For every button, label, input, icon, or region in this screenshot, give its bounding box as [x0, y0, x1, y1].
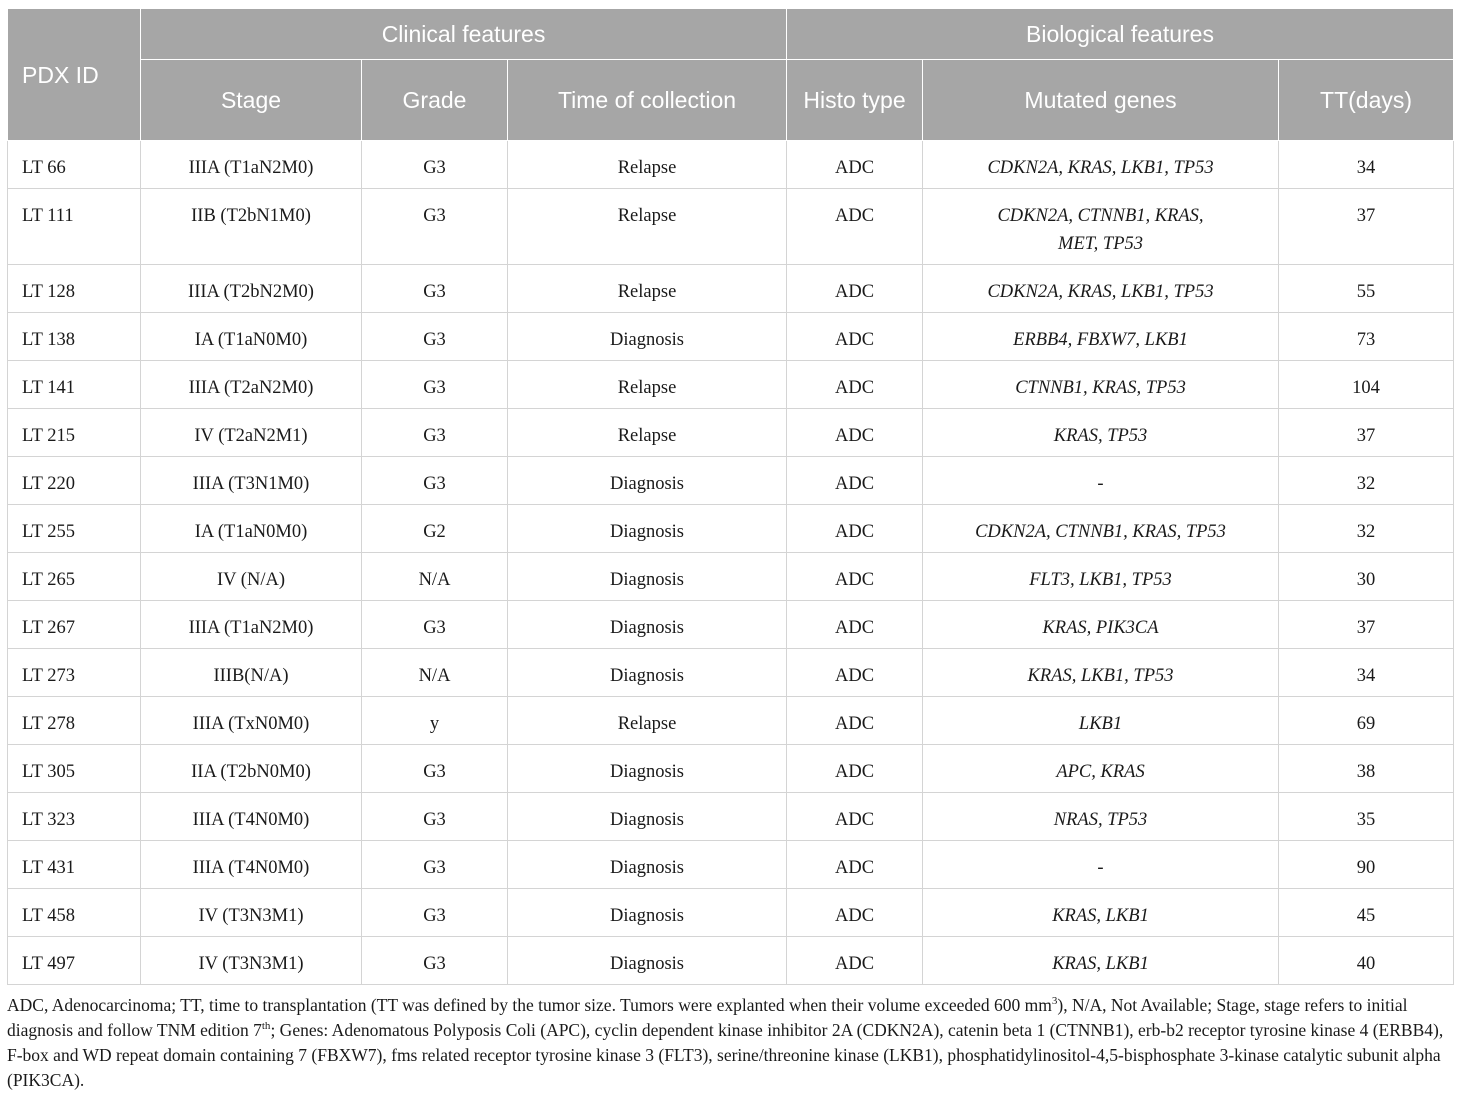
cell-pdx-id: LT 215 — [8, 409, 141, 457]
cell-tt: 34 — [1279, 141, 1454, 189]
footnote-text: ), N/A, Not Available; Stage, stage refers to initial diagnosis and follow TNM edition 7 — [7, 995, 1408, 1040]
cell-stage: IIIA (T1aN2M0) — [141, 601, 362, 649]
table-row — [8, 601, 1454, 649]
header-tt-days: TT(days) — [1279, 60, 1454, 141]
cell-pdx-id: LT 305 — [8, 745, 141, 793]
cell-time: Diagnosis — [508, 553, 787, 601]
cell-tt: 32 — [1279, 505, 1454, 553]
cell-histo: ADC — [787, 313, 923, 361]
cell-genes: KRAS, LKB1, TP53 — [923, 649, 1279, 697]
cell-tt: 37 — [1279, 601, 1454, 649]
cell-genes: KRAS, TP53 — [923, 409, 1279, 457]
table-row — [8, 409, 1454, 457]
cell-tt: 34 — [1279, 649, 1454, 697]
cell-pdx-id: LT 278 — [8, 697, 141, 745]
cell-pdx-id: LT 273 — [8, 649, 141, 697]
cell-pdx-id: LT 323 — [8, 793, 141, 841]
cell-stage: IV (T3N3M1) — [141, 889, 362, 937]
cell-genes: CDKN2A, CTNNB1, KRAS, TP53 — [923, 505, 1279, 553]
cell-histo: ADC — [787, 937, 923, 985]
cell-genes: APC, KRAS — [923, 745, 1279, 793]
cell-grade: G3 — [362, 601, 508, 649]
footnote-superscript: 3 — [1051, 995, 1058, 1008]
table-row — [8, 265, 1454, 313]
cell-time: Relapse — [508, 409, 787, 457]
header-clinical-features: Clinical features — [141, 9, 787, 60]
cell-grade: N/A — [362, 649, 508, 697]
cell-genes: ERBB4, FBXW7, LKB1 — [923, 313, 1279, 361]
table-row — [8, 505, 1454, 553]
cell-tt: 45 — [1279, 889, 1454, 937]
cell-genes: NRAS, TP53 — [923, 793, 1279, 841]
cell-stage: IV (T2aN2M1) — [141, 409, 362, 457]
cell-grade: G3 — [362, 313, 508, 361]
cell-genes: CTNNB1, KRAS, TP53 — [923, 361, 1279, 409]
cell-time: Diagnosis — [508, 841, 787, 889]
cell-pdx-id: LT 128 — [8, 265, 141, 313]
cell-stage: IA (T1aN0M0) — [141, 313, 362, 361]
table-row — [8, 141, 1454, 189]
cell-histo: ADC — [787, 141, 923, 189]
cell-pdx-id: LT 497 — [8, 937, 141, 985]
cell-stage: IIIA (T2aN2M0) — [141, 361, 362, 409]
cell-time: Relapse — [508, 361, 787, 409]
table-row — [8, 361, 1454, 409]
footnote-superscript: th — [261, 1020, 271, 1033]
cell-genes: KRAS, PIK3CA — [923, 601, 1279, 649]
cell-grade: N/A — [362, 553, 508, 601]
table-row — [8, 189, 1454, 265]
cell-pdx-id: LT 111 — [8, 189, 141, 265]
cell-time: Relapse — [508, 141, 787, 189]
cell-tt: 37 — [1279, 409, 1454, 457]
cell-tt: 38 — [1279, 745, 1454, 793]
cell-pdx-id: LT 255 — [8, 505, 141, 553]
table-row — [8, 937, 1454, 985]
cell-genes: - — [923, 457, 1279, 505]
table-row — [8, 313, 1454, 361]
cell-time: Diagnosis — [508, 601, 787, 649]
cell-stage: IIIA (T4N0M0) — [141, 793, 362, 841]
cell-tt: 32 — [1279, 457, 1454, 505]
cell-histo: ADC — [787, 457, 923, 505]
cell-stage: IV (N/A) — [141, 553, 362, 601]
table-body — [8, 141, 1454, 985]
table-row — [8, 793, 1454, 841]
cell-time: Diagnosis — [508, 505, 787, 553]
cell-grade: G3 — [362, 793, 508, 841]
cell-tt: 69 — [1279, 697, 1454, 745]
header-mutated-genes: Mutated genes — [923, 60, 1279, 141]
cell-tt: 37 — [1279, 189, 1454, 265]
cell-histo: ADC — [787, 265, 923, 313]
cell-tt: 40 — [1279, 937, 1454, 985]
cell-histo: ADC — [787, 793, 923, 841]
cell-genes: FLT3, LKB1, TP53 — [923, 553, 1279, 601]
cell-stage: IA (T1aN0M0) — [141, 505, 362, 553]
table-footnote — [7, 993, 1453, 1093]
cell-time: Diagnosis — [508, 313, 787, 361]
cell-pdx-id: LT 458 — [8, 889, 141, 937]
table-row — [8, 889, 1454, 937]
cell-grade: G3 — [362, 265, 508, 313]
table-row — [8, 649, 1454, 697]
cell-histo: ADC — [787, 409, 923, 457]
footnote-text: ADC, Adenocarcinoma; TT, time to transplantation (TT was defined by the tumor size. Tumors were explanted when their volume exceeded 600 mm — [7, 995, 1052, 1015]
cell-grade: G3 — [362, 141, 508, 189]
cell-stage: IIIA (T4N0M0) — [141, 841, 362, 889]
cell-tt: 104 — [1279, 361, 1454, 409]
header-time-of-collection: Time of collection — [508, 60, 787, 141]
cell-grade: G2 — [362, 505, 508, 553]
cell-time: Diagnosis — [508, 937, 787, 985]
cell-histo: ADC — [787, 601, 923, 649]
cell-tt: 35 — [1279, 793, 1454, 841]
cell-time: Diagnosis — [508, 793, 787, 841]
header-pdx-id: PDX ID — [8, 9, 141, 141]
header-grade: Grade — [362, 60, 508, 141]
cell-time: Diagnosis — [508, 889, 787, 937]
cell-stage: IIIB(N/A) — [141, 649, 362, 697]
pdx-table — [7, 8, 1454, 985]
cell-histo: ADC — [787, 745, 923, 793]
cell-pdx-id: LT 66 — [8, 141, 141, 189]
cell-grade: G3 — [362, 841, 508, 889]
cell-time: Relapse — [508, 189, 787, 265]
cell-grade: G3 — [362, 889, 508, 937]
cell-pdx-id: LT 267 — [8, 601, 141, 649]
cell-grade: G3 — [362, 457, 508, 505]
cell-grade: G3 — [362, 409, 508, 457]
cell-grade: G3 — [362, 937, 508, 985]
cell-genes: CDKN2A, KRAS, LKB1, TP53 — [923, 141, 1279, 189]
footnote-text: ; Genes: Adenomatous Polyposis Coli (APC), cyclin dependent kinase inhibitor 2A (CDKN2A), catenin beta 1 (CTNNB1), erb-b2 receptor tyrosine kinase 4 (ERBB4), F-box and WD repeat domain containing 7 (FBXW7), fms related receptor tyrosine kinase 3 (FLT3), serine/threonine kinase (LKB1), phosphatidylinositol-4,5-bisphosphate 3-kinase catalytic subunit alpha (PIK3CA). — [7, 1020, 1444, 1090]
cell-histo: ADC — [787, 697, 923, 745]
cell-histo: ADC — [787, 361, 923, 409]
cell-pdx-id: LT 431 — [8, 841, 141, 889]
cell-histo: ADC — [787, 889, 923, 937]
header-histo-type: Histo type — [787, 60, 923, 141]
cell-histo: ADC — [787, 841, 923, 889]
cell-pdx-id: LT 265 — [8, 553, 141, 601]
genes-line: MET, TP53 — [1058, 234, 1143, 254]
cell-histo: ADC — [787, 189, 923, 265]
genes-line: CDKN2A, CTNNB1, KRAS, — [997, 206, 1204, 226]
cell-stage: IIIA (T2bN2M0) — [141, 265, 362, 313]
cell-histo: ADC — [787, 649, 923, 697]
cell-stage: IIIA (T3N1M0) — [141, 457, 362, 505]
cell-grade: G3 — [362, 189, 508, 265]
header-stage: Stage — [141, 60, 362, 141]
cell-time: Diagnosis — [508, 649, 787, 697]
cell-pdx-id: LT 220 — [8, 457, 141, 505]
table-row — [8, 457, 1454, 505]
cell-time: Diagnosis — [508, 457, 787, 505]
cell-pdx-id: LT 138 — [8, 313, 141, 361]
cell-stage: IV (T3N3M1) — [141, 937, 362, 985]
cell-genes: KRAS, LKB1 — [923, 937, 1279, 985]
cell-tt: 30 — [1279, 553, 1454, 601]
cell-grade: y — [362, 697, 508, 745]
table-row — [8, 697, 1454, 745]
cell-genes: LKB1 — [923, 697, 1279, 745]
cell-histo: ADC — [787, 505, 923, 553]
cell-stage: IIB (T2bN1M0) — [141, 189, 362, 265]
cell-stage: IIIA (T1aN2M0) — [141, 141, 362, 189]
pdx-table-container — [7, 8, 1453, 985]
cell-genes — [923, 189, 1279, 265]
header-biological-features: Biological features — [787, 9, 1454, 60]
cell-grade: G3 — [362, 361, 508, 409]
cell-histo: ADC — [787, 553, 923, 601]
table-header — [8, 9, 1454, 141]
table-row — [8, 745, 1454, 793]
cell-tt: 55 — [1279, 265, 1454, 313]
cell-genes: - — [923, 841, 1279, 889]
cell-genes: KRAS, LKB1 — [923, 889, 1279, 937]
cell-time: Relapse — [508, 265, 787, 313]
cell-time: Relapse — [508, 697, 787, 745]
cell-stage: IIA (T2bN0M0) — [141, 745, 362, 793]
cell-stage: IIIA (TxN0M0) — [141, 697, 362, 745]
cell-genes: CDKN2A, KRAS, LKB1, TP53 — [923, 265, 1279, 313]
cell-grade: G3 — [362, 745, 508, 793]
cell-pdx-id: LT 141 — [8, 361, 141, 409]
cell-time: Diagnosis — [508, 745, 787, 793]
table-row — [8, 841, 1454, 889]
table-row — [8, 553, 1454, 601]
cell-tt: 90 — [1279, 841, 1454, 889]
cell-tt: 73 — [1279, 313, 1454, 361]
